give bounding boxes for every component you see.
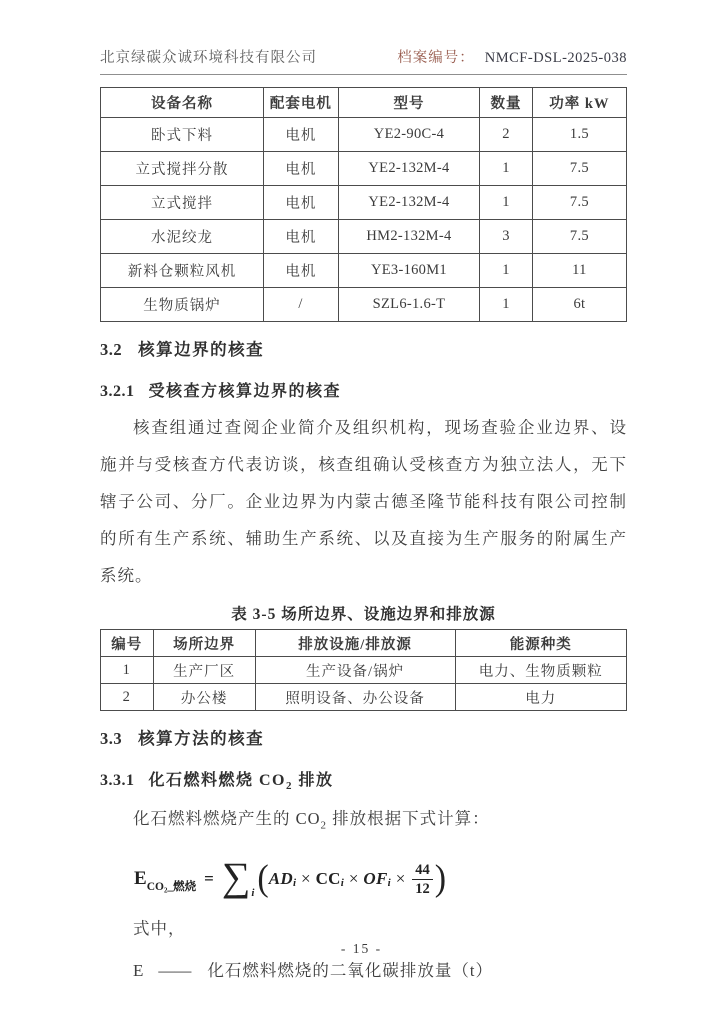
table-row	[101, 288, 627, 322]
open-paren: (	[257, 858, 269, 899]
section-title: 核算方法的核查	[138, 729, 265, 748]
cell-equipment-name: 卧式下料	[101, 118, 264, 152]
col-header-quantity: 数量	[480, 88, 533, 118]
symbol-definition	[133, 956, 627, 986]
multiply-sign: ×	[395, 869, 406, 889]
cell-power: 7.5	[532, 186, 626, 220]
multiply-sign: ×	[301, 869, 311, 889]
table-row	[101, 254, 627, 288]
section-heading-3-2-1	[100, 378, 627, 401]
co2-subscript: 2	[286, 780, 294, 793]
where-label: 式中，	[133, 919, 186, 939]
cell-equipment-name: 新料仓颗粒风机	[101, 254, 264, 288]
section-number: 3.2	[100, 340, 123, 359]
fraction-denominator: 12	[415, 880, 430, 897]
equipment-table	[100, 87, 627, 322]
cell-emission-source: 照明设备、办公设备	[255, 684, 455, 711]
table-row	[101, 118, 627, 152]
paragraph-line: 的所有生产系统、辅助生产系统、以及直接为生产服务的附属生产	[100, 529, 627, 548]
section-title: 核算边界的核查	[138, 340, 265, 359]
table-row	[101, 186, 627, 220]
variable-cc-sub: i	[340, 877, 344, 890]
cell-model: YE2-90C-4	[338, 118, 479, 152]
cell-power: 1.5	[532, 118, 626, 152]
cell-motor: /	[264, 288, 339, 322]
section-heading-3-2	[100, 336, 627, 360]
cell-model: YE3-160M1	[338, 254, 479, 288]
cell-equipment-name: 生物质锅炉	[101, 288, 264, 322]
cell-motor: 电机	[264, 254, 339, 288]
cell-equipment-name: 水泥绞龙	[101, 220, 264, 254]
page-number: - 15 -	[340, 941, 383, 956]
section-heading-3-3-1	[100, 767, 627, 792]
doc-number	[397, 46, 627, 67]
section-number: 3.3	[100, 729, 123, 748]
cell-model: YE2-132M-4	[338, 186, 479, 220]
col-header-emission-source: 排放设施/排放源	[255, 630, 455, 657]
equals-sign: =	[204, 869, 214, 889]
col-header-power: 功率 kW	[532, 88, 626, 118]
cell-motor: 电机	[264, 118, 339, 152]
section-title: 化石燃料燃烧 $CO_2$ 排放	[148, 772, 334, 793]
cell-power: 6t	[532, 288, 626, 322]
formula-lhs: E	[134, 868, 147, 890]
table-3-5-caption: 表 3-5 场所边界、设施边界和排放源	[231, 606, 496, 623]
section-title: 受核查方核算边界的核查	[148, 383, 342, 400]
section-number: 3.2.1	[100, 383, 135, 400]
equipment-table-header-row	[101, 88, 627, 118]
cell-quantity: 3	[480, 220, 533, 254]
cell-quantity: 1	[480, 152, 533, 186]
cell-motor: 电机	[264, 186, 339, 220]
formula-intro: 化石燃料燃烧产生的 $CO_2$ 排放根据下式计算：	[133, 809, 490, 832]
formula-lhs-subscript: CO₂_燃烧	[146, 881, 197, 894]
col-header-equipment-name: 设备名称	[101, 88, 264, 118]
col-header-model: 型号	[338, 88, 479, 118]
col-header-energy-type: 能源种类	[455, 630, 627, 657]
page-header	[100, 46, 627, 67]
cell-quantity: 1	[480, 254, 533, 288]
boundary-paragraph	[100, 409, 627, 594]
cell-index: 1	[101, 657, 154, 684]
variable-ad: AD	[268, 869, 293, 889]
variable-ad-sub: i	[292, 877, 297, 890]
paragraph-line: 施并与受核查方代表访谈，核查组确认受核查方为独立法人，无下	[100, 455, 627, 474]
symbol-e: E	[133, 961, 145, 981]
cell-energy-type: 电力	[455, 684, 627, 711]
col-header-site-boundary: 场所边界	[153, 630, 255, 657]
cell-model: YE2-132M-4	[338, 152, 479, 186]
section-heading-3-3	[100, 725, 627, 749]
cell-power: 11	[532, 254, 626, 288]
cell-quantity: 1	[480, 186, 533, 220]
cell-equipment-name: 立式搅拌	[101, 186, 264, 220]
paragraph-line: 辖子公司、分厂。企业边界为内蒙古德圣隆节能科技有限公司控制	[100, 492, 627, 511]
variable-of: OF	[363, 869, 388, 889]
col-header-motor: 配套电机	[264, 88, 339, 118]
cell-model: SZL6-1.6-T	[338, 288, 479, 322]
close-paren: )	[434, 858, 447, 899]
paragraph-line: 核查组通过查阅企业简介及组织机构，现场查验企业边界、设	[133, 418, 627, 437]
variable-cc: CC	[315, 869, 341, 889]
paragraph-line: 系统。	[100, 566, 153, 585]
cell-motor: 电机	[264, 152, 339, 186]
cell-site-boundary: 办公楼	[153, 684, 255, 711]
table-row	[101, 657, 627, 684]
fraction-numerator: 44	[412, 861, 433, 880]
section-number: 3.3.1	[100, 772, 135, 789]
cell-quantity: 1	[480, 288, 533, 322]
table-row	[101, 684, 627, 711]
definition-text: 化石燃料燃烧的二氧化碳排放量（t）	[207, 961, 493, 981]
boundary-table	[100, 629, 627, 711]
doc-number-value: NMCF-DSL-2025-038	[484, 50, 627, 66]
summation-index: i	[251, 887, 255, 900]
multiply-sign: ×	[348, 869, 359, 889]
company-name: 北京绿碳众诚环境科技有限公司	[100, 50, 317, 66]
cell-power: 7.5	[532, 152, 626, 186]
cell-power: 7.5	[532, 220, 626, 254]
table-row	[101, 220, 627, 254]
table-row	[101, 152, 627, 186]
cell-equipment-name: 立式搅拌分散	[101, 152, 264, 186]
fraction-44-12	[412, 861, 433, 898]
variable-of-sub: i	[387, 877, 391, 890]
co2-subscript: 2	[320, 819, 328, 832]
header-divider	[100, 74, 627, 75]
cell-site-boundary: 生产厂区	[153, 657, 255, 684]
cell-index: 2	[101, 684, 154, 711]
cell-model: HM2-132M-4	[338, 220, 479, 254]
col-header-index: 编号	[101, 630, 154, 657]
cell-emission-source: 生产设备/锅炉	[255, 657, 455, 684]
doc-number-label: 档案编号：	[397, 50, 475, 66]
cell-energy-type: 电力、生物质颗粒	[455, 657, 627, 684]
cell-quantity: 2	[480, 118, 533, 152]
boundary-table-header-row	[101, 630, 627, 657]
co2-combustion-formula	[134, 854, 627, 904]
summation-icon: ∑	[221, 854, 251, 900]
definition-dash: ——	[158, 961, 192, 981]
cell-motor: 电机	[264, 220, 339, 254]
